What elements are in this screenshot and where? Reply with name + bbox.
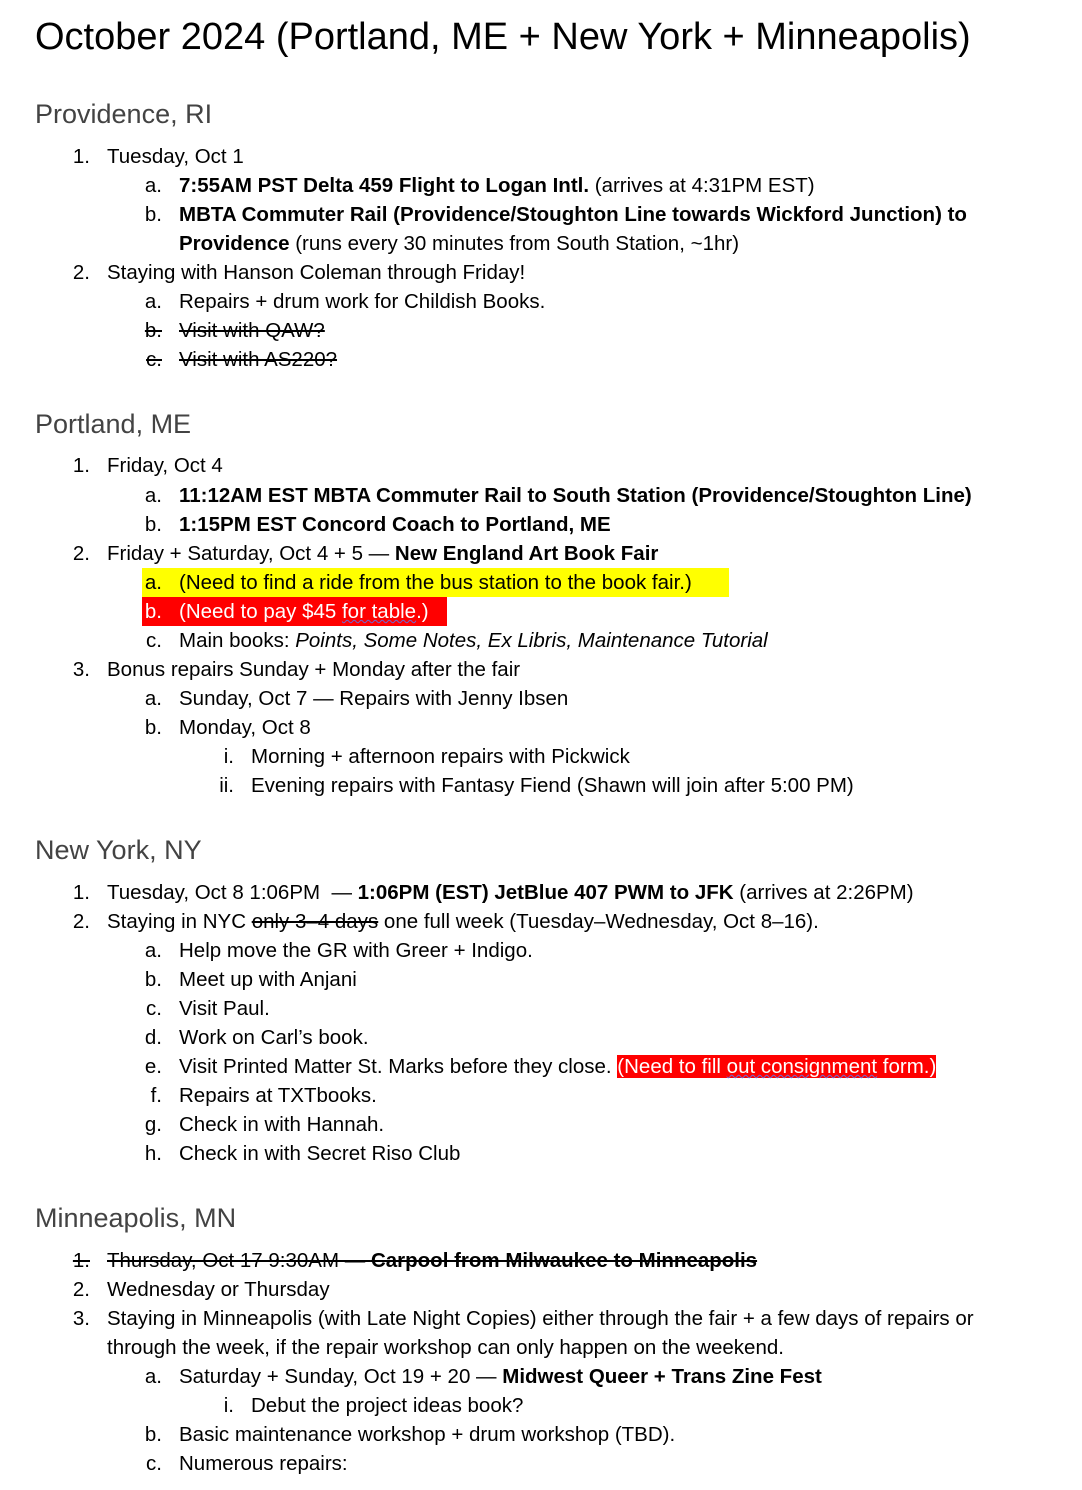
bold-text: Midwest Queer + Trans Zine Fest	[502, 1365, 822, 1388]
list-item-text: (Need to find a ride from the bus station to the book fair.)	[179, 571, 692, 594]
list-item-text	[107, 878, 914, 907]
list-marker: a.	[144, 1365, 162, 1388]
list-item-text: Repairs + drum work for Childish Books.	[179, 290, 546, 313]
list-item-text	[179, 1052, 936, 1081]
list-item-text: Sunday, Oct 7 — Repairs with Jenny Ibsen	[179, 687, 569, 710]
section-heading-newyork: New York, NY	[35, 835, 202, 865]
list-item-text: Bonus repairs Sunday + Monday after the fair	[107, 658, 521, 681]
list-item-text: Check in with Secret Riso Club	[179, 1142, 461, 1165]
list-item-text	[107, 907, 819, 936]
plain-text: Staying in NYC	[107, 910, 252, 933]
list-item-text	[179, 510, 611, 539]
list-item-text	[179, 597, 429, 626]
plain-text: Visit Printed Matter St. Marks before they close.	[179, 1055, 618, 1078]
list-item-text: Visit with QAW?	[179, 319, 325, 342]
list-marker: b.	[144, 600, 162, 623]
list-marker: 3.	[72, 1307, 90, 1330]
plain-text: form.)	[877, 1055, 937, 1078]
list-item-text: Monday, Oct 8	[179, 716, 311, 739]
plain-text: Thursday, Oct 17 9:30AM —	[107, 1249, 371, 1272]
list-marker: b.	[144, 716, 162, 739]
list-item-text: Morning + afternoon repairs with Pickwick	[251, 745, 630, 768]
list-marker: 3.	[72, 658, 90, 681]
plain-text: (arrives at 2:26PM)	[733, 881, 914, 904]
list-marker: b.	[144, 319, 162, 342]
list-marker: 2.	[72, 910, 90, 933]
list-item-text: Basic maintenance workshop + drum workshop (TBD).	[179, 1423, 676, 1446]
plain-text: Saturday + Sunday, Oct 19 + 20 —	[179, 1365, 503, 1388]
yellow-highlight	[142, 568, 729, 597]
red-highlight	[142, 597, 447, 626]
list-item-text: Friday, Oct 4	[107, 454, 223, 477]
list-marker: 2.	[72, 1278, 90, 1301]
list-marker: h.	[144, 1142, 162, 1165]
list-marker: b.	[144, 1423, 162, 1446]
list-item-text: Visit Paul.	[179, 997, 270, 1020]
list-item-text	[107, 1246, 757, 1275]
list-marker: c.	[146, 629, 162, 652]
list-marker: 1.	[72, 454, 90, 477]
list-item-text: Numerous repairs:	[179, 1452, 348, 1475]
list-marker: a.	[144, 174, 162, 197]
list-marker: 1.	[72, 881, 90, 904]
list-marker: i.	[223, 1394, 234, 1417]
section-heading-minneapolis: Minneapolis, MN	[35, 1203, 237, 1233]
bold-text: MBTA Commuter Rail (Providence/Stoughton Line towards Wickford Junction) to	[179, 203, 967, 226]
list-item-text	[179, 481, 972, 510]
list-item-text	[107, 539, 658, 568]
list-marker: 1.	[72, 145, 90, 168]
section-heading-providence: Providence, RI	[35, 99, 213, 129]
italic-text: Points, Some Notes, Ex Libris, Maintenance Tutorial	[295, 629, 768, 652]
list-item-text: Repairs at TXTbooks.	[179, 1084, 377, 1107]
list-item-text: Work on Carl’s book.	[179, 1026, 369, 1049]
plain-text: (runs every 30 minutes from South Station, ~1hr)	[289, 232, 740, 255]
list-item-text: Evening repairs with Fantasy Fiend (Shawn will join after 5:00 PM)	[251, 774, 854, 797]
list-marker: i.	[223, 745, 234, 768]
list-item-text	[179, 171, 815, 200]
list-item-text: Check in with Hannah.	[179, 1113, 385, 1136]
list-item-text: Meet up with Anjani	[179, 968, 357, 991]
red-highlight	[617, 1055, 936, 1078]
list-marker: b.	[144, 513, 162, 536]
bold-text: 7:55AM PST Delta 459 Flight to Logan Intl.	[179, 174, 590, 197]
spellcheck-underlined-text: for table	[341, 600, 417, 623]
plain-text: Friday + Saturday, Oct 4 + 5 —	[107, 542, 395, 565]
bold-text: 1:15PM EST Concord Coach to Portland, ME	[179, 513, 611, 536]
list-marker: d.	[144, 1026, 162, 1049]
list-item-text: Wednesday or Thursday	[107, 1278, 330, 1301]
list-marker: 2.	[72, 542, 90, 565]
plain-text: (Need to fill	[617, 1055, 727, 1078]
list-marker: 1.	[72, 1249, 90, 1272]
document-title: October 2024 (Portland, ME + New York + Minneapolis)	[35, 16, 971, 58]
list-marker: b.	[144, 203, 162, 226]
list-item-text: Tuesday, Oct 1	[107, 145, 244, 168]
bold-text: 11:12AM EST MBTA Commuter Rail to South Station (Providence/Stoughton Line)	[179, 484, 972, 507]
list-item-text	[179, 626, 768, 655]
list-marker: f.	[150, 1084, 162, 1107]
plain-text: Tuesday, Oct 8 1:06PM —	[107, 881, 358, 904]
list-marker: a.	[144, 484, 162, 507]
list-marker: a.	[144, 939, 162, 962]
list-marker: e.	[144, 1055, 162, 1078]
list-marker: a.	[144, 290, 162, 313]
list-item-text: Debut the project ideas book?	[251, 1394, 524, 1417]
list-marker: c.	[146, 997, 162, 1020]
section-heading-portland: Portland, ME	[35, 409, 192, 439]
bold-text: Providence	[179, 232, 290, 255]
list-item-text	[179, 1362, 822, 1391]
list-marker: a.	[144, 687, 162, 710]
list-item-text: Visit with AS220?	[179, 348, 338, 371]
plain-text: (Need to pay $45	[179, 600, 342, 623]
plain-text: .)	[416, 600, 429, 623]
list-marker: g.	[144, 1113, 162, 1136]
list-item-text	[179, 200, 967, 229]
plain-text: one full week (Tuesday–Wednesday, Oct 8–16).	[378, 910, 819, 933]
struck-text: only 3–4 days	[251, 910, 379, 933]
list-marker: b.	[144, 968, 162, 991]
list-item-text: Help move the GR with Greer + Indigo.	[179, 939, 533, 962]
list-item-text: Staying in Minneapolis (with Late Night Copies) either through the fair + a few days of repairs or	[107, 1307, 974, 1330]
plain-text: (arrives at 4:31PM EST)	[589, 174, 815, 197]
list-marker: 2.	[72, 261, 90, 284]
list-marker: ii.	[219, 774, 234, 797]
list-item-text: Staying with Hanson Coleman through Friday!	[107, 261, 526, 284]
list-item-text	[179, 229, 739, 258]
list-marker: c.	[146, 348, 162, 371]
list-item-text: through the week, if the repair workshop can only happen on the weekend.	[107, 1336, 784, 1359]
bold-text: Carpool from Milwaukee to Minneapolis	[370, 1249, 758, 1272]
bold-text: New England Art Book Fair	[394, 542, 659, 565]
bold-text: 1:06PM (EST) JetBlue 407 PWM to JFK	[357, 881, 734, 904]
list-marker: c.	[146, 1452, 162, 1475]
plain-text: Main books:	[179, 629, 296, 652]
spellcheck-underlined-text: out consignment	[726, 1055, 878, 1078]
list-marker: a.	[144, 571, 162, 594]
